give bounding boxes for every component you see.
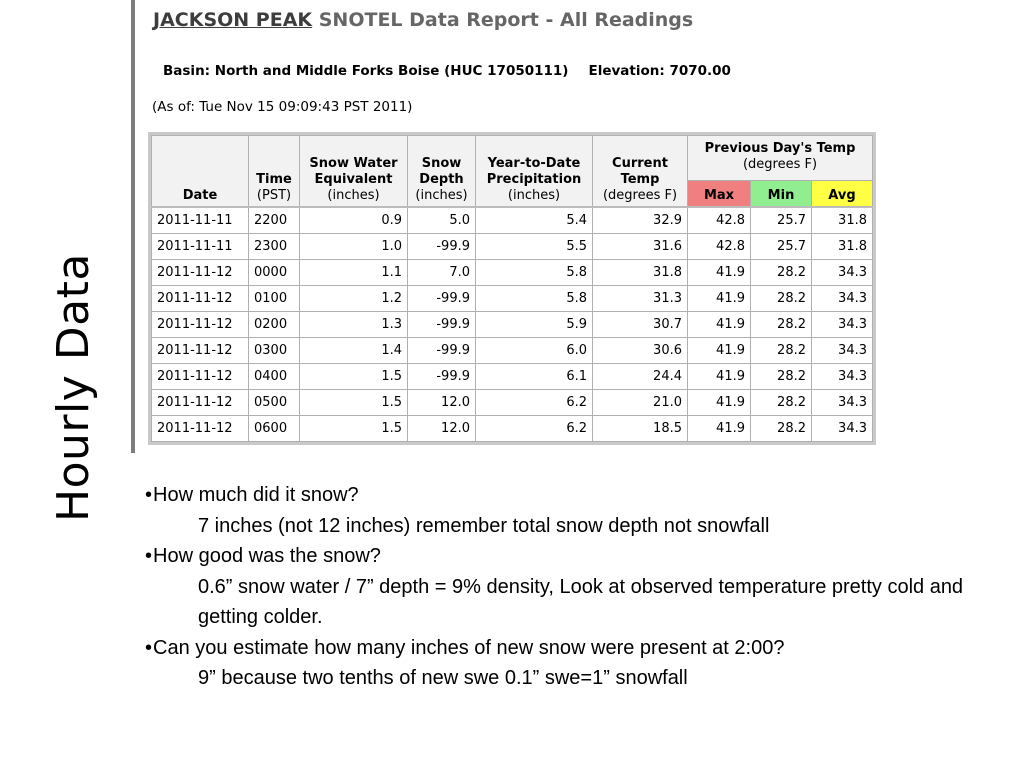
- divider-line: [131, 0, 135, 453]
- cell-time: 0000: [249, 259, 300, 285]
- cell-current-temp: 30.6: [593, 337, 688, 363]
- header-current-temp: Current Temp (degrees F): [593, 136, 688, 207]
- cell-time: 0300: [249, 337, 300, 363]
- elevation-label: Elevation: 7070.00: [588, 63, 731, 79]
- readings-table: [151, 135, 873, 442]
- cell-depth: -99.9: [408, 285, 476, 311]
- cell-max: 42.8: [688, 207, 751, 234]
- slide-title: Hourly Data: [48, 253, 99, 522]
- cell-date: 2011-11-12: [152, 285, 249, 311]
- table-row: [152, 363, 873, 389]
- bullet-answer: 7 inches (not 12 inches) remember total snow depth not snowfall: [198, 514, 770, 537]
- cell-depth: 12.0: [408, 389, 476, 415]
- station-link[interactable]: JACKSON PEAK: [153, 9, 313, 31]
- table-row: [152, 337, 873, 363]
- cell-max: 41.9: [688, 285, 751, 311]
- cell-max: 41.9: [688, 363, 751, 389]
- bullet-question-text: Can you estimate how many inches of new snow were present at 2:00?: [153, 636, 785, 659]
- bullet-question: [145, 480, 1005, 511]
- cell-time: 0600: [249, 415, 300, 441]
- cell-min: 28.2: [751, 259, 812, 285]
- cell-ytd-precip: 5.5: [476, 233, 593, 259]
- basin-label: Basin: North and Middle Forks Boise (HUC 17050111): [163, 63, 569, 79]
- cell-avg: 34.3: [812, 259, 873, 285]
- cell-depth: -99.9: [408, 311, 476, 337]
- header-time: Time (PST): [249, 136, 300, 207]
- cell-swe: 1.5: [300, 389, 408, 415]
- cell-depth: -99.9: [408, 363, 476, 389]
- cell-date: 2011-11-12: [152, 259, 249, 285]
- bullet-answer: 0.6” snow water / 7” depth = 9% density, Look at observed temperature pretty cold and getting colder.: [198, 575, 964, 628]
- cell-current-temp: 30.7: [593, 311, 688, 337]
- cell-swe: 1.3: [300, 311, 408, 337]
- cell-date: 2011-11-12: [152, 311, 249, 337]
- cell-depth: 7.0: [408, 259, 476, 285]
- cell-depth: -99.9: [408, 233, 476, 259]
- cell-max: 41.9: [688, 415, 751, 441]
- cell-time: 0500: [249, 389, 300, 415]
- cell-max: 41.9: [688, 389, 751, 415]
- header-max: Max: [688, 181, 751, 207]
- cell-date: 2011-11-12: [152, 337, 249, 363]
- report-title-text: SNOTEL Data Report - All Readings: [312, 9, 694, 31]
- header-date: Date: [152, 136, 249, 207]
- bullet-dot-icon: •: [145, 636, 153, 659]
- cell-swe: 1.1: [300, 259, 408, 285]
- cell-min: 28.2: [751, 337, 812, 363]
- cell-avg: 34.3: [812, 337, 873, 363]
- bullet-question-text: How good was the snow?: [153, 545, 381, 567]
- cell-max: 41.9: [688, 259, 751, 285]
- bullet-dot-icon: •: [145, 545, 153, 567]
- header-prev-day-temp: Previous Day's Temp (degrees F): [688, 136, 873, 181]
- cell-swe: 1.2: [300, 285, 408, 311]
- cell-swe: 1.5: [300, 415, 408, 441]
- header-depth: Snow Depth (inches): [408, 136, 476, 207]
- cell-date: 2011-11-12: [152, 389, 249, 415]
- cell-date: 2011-11-12: [152, 363, 249, 389]
- cell-avg: 34.3: [812, 285, 873, 311]
- cell-date: 2011-11-11: [152, 233, 249, 259]
- header-ytd-precip: Year-to-Date Precipitation (inches): [476, 136, 593, 207]
- table-row: [152, 389, 873, 415]
- cell-ytd-precip: 5.8: [476, 259, 593, 285]
- cell-depth: 5.0: [408, 207, 476, 234]
- header-min: Min: [751, 181, 812, 207]
- table-row: [152, 233, 873, 259]
- table-row: [152, 207, 873, 234]
- header-swe: Snow Water Equivalent (inches): [300, 136, 408, 207]
- table-row: [152, 311, 873, 337]
- cell-current-temp: 31.3: [593, 285, 688, 311]
- cell-current-temp: 31.8: [593, 259, 688, 285]
- table-row: [152, 259, 873, 285]
- cell-date: 2011-11-12: [152, 415, 249, 441]
- cell-current-temp: 18.5: [593, 415, 688, 441]
- cell-ytd-precip: 6.0: [476, 337, 593, 363]
- cell-ytd-precip: 5.4: [476, 207, 593, 234]
- cell-ytd-precip: 5.9: [476, 311, 593, 337]
- cell-avg: 34.3: [812, 311, 873, 337]
- header-avg: Avg: [812, 181, 873, 207]
- bullet-question: [145, 633, 1005, 664]
- cell-current-temp: 31.6: [593, 233, 688, 259]
- cell-time: 0200: [249, 311, 300, 337]
- bullet-answer: 9” because two tenths of new swe 0.1” swe=1” snowfall: [198, 667, 688, 689]
- cell-avg: 34.3: [812, 415, 873, 441]
- cell-ytd-precip: 6.2: [476, 389, 593, 415]
- cell-current-temp: 32.9: [593, 207, 688, 234]
- cell-time: 2300: [249, 233, 300, 259]
- basin-info: [163, 63, 731, 79]
- discussion-bullets: [145, 480, 1005, 694]
- cell-min: 25.7: [751, 233, 812, 259]
- cell-ytd-precip: 5.8: [476, 285, 593, 311]
- cell-min: 28.2: [751, 363, 812, 389]
- cell-time: 0100: [249, 285, 300, 311]
- snotel-report-image: [131, 0, 881, 453]
- cell-swe: 0.9: [300, 207, 408, 234]
- table-row: [152, 415, 873, 441]
- cell-time: 0400: [249, 363, 300, 389]
- cell-time: 2200: [249, 207, 300, 234]
- cell-current-temp: 21.0: [593, 389, 688, 415]
- cell-depth: 12.0: [408, 415, 476, 441]
- cell-depth: -99.9: [408, 337, 476, 363]
- cell-date: 2011-11-11: [152, 207, 249, 234]
- cell-max: 41.9: [688, 337, 751, 363]
- cell-min: 28.2: [751, 285, 812, 311]
- cell-min: 25.7: [751, 207, 812, 234]
- cell-swe: 1.0: [300, 233, 408, 259]
- as-of-timestamp: (As of: Tue Nov 15 09:09:43 PST 2011): [152, 99, 413, 115]
- cell-avg: 34.3: [812, 389, 873, 415]
- cell-avg: 34.3: [812, 363, 873, 389]
- cell-ytd-precip: 6.1: [476, 363, 593, 389]
- cell-max: 41.9: [688, 311, 751, 337]
- bullet-dot-icon: •: [145, 484, 153, 506]
- cell-avg: 31.8: [812, 207, 873, 234]
- cell-min: 28.2: [751, 311, 812, 337]
- cell-ytd-precip: 6.2: [476, 415, 593, 441]
- bullet-question-text: How much did it snow?: [153, 484, 359, 506]
- bullet-question: [145, 541, 1005, 572]
- cell-swe: 1.5: [300, 363, 408, 389]
- cell-avg: 31.8: [812, 233, 873, 259]
- cell-min: 28.2: [751, 415, 812, 441]
- cell-current-temp: 24.4: [593, 363, 688, 389]
- cell-swe: 1.4: [300, 337, 408, 363]
- cell-max: 42.8: [688, 233, 751, 259]
- table-row: [152, 285, 873, 311]
- report-title: [153, 9, 693, 31]
- cell-min: 28.2: [751, 389, 812, 415]
